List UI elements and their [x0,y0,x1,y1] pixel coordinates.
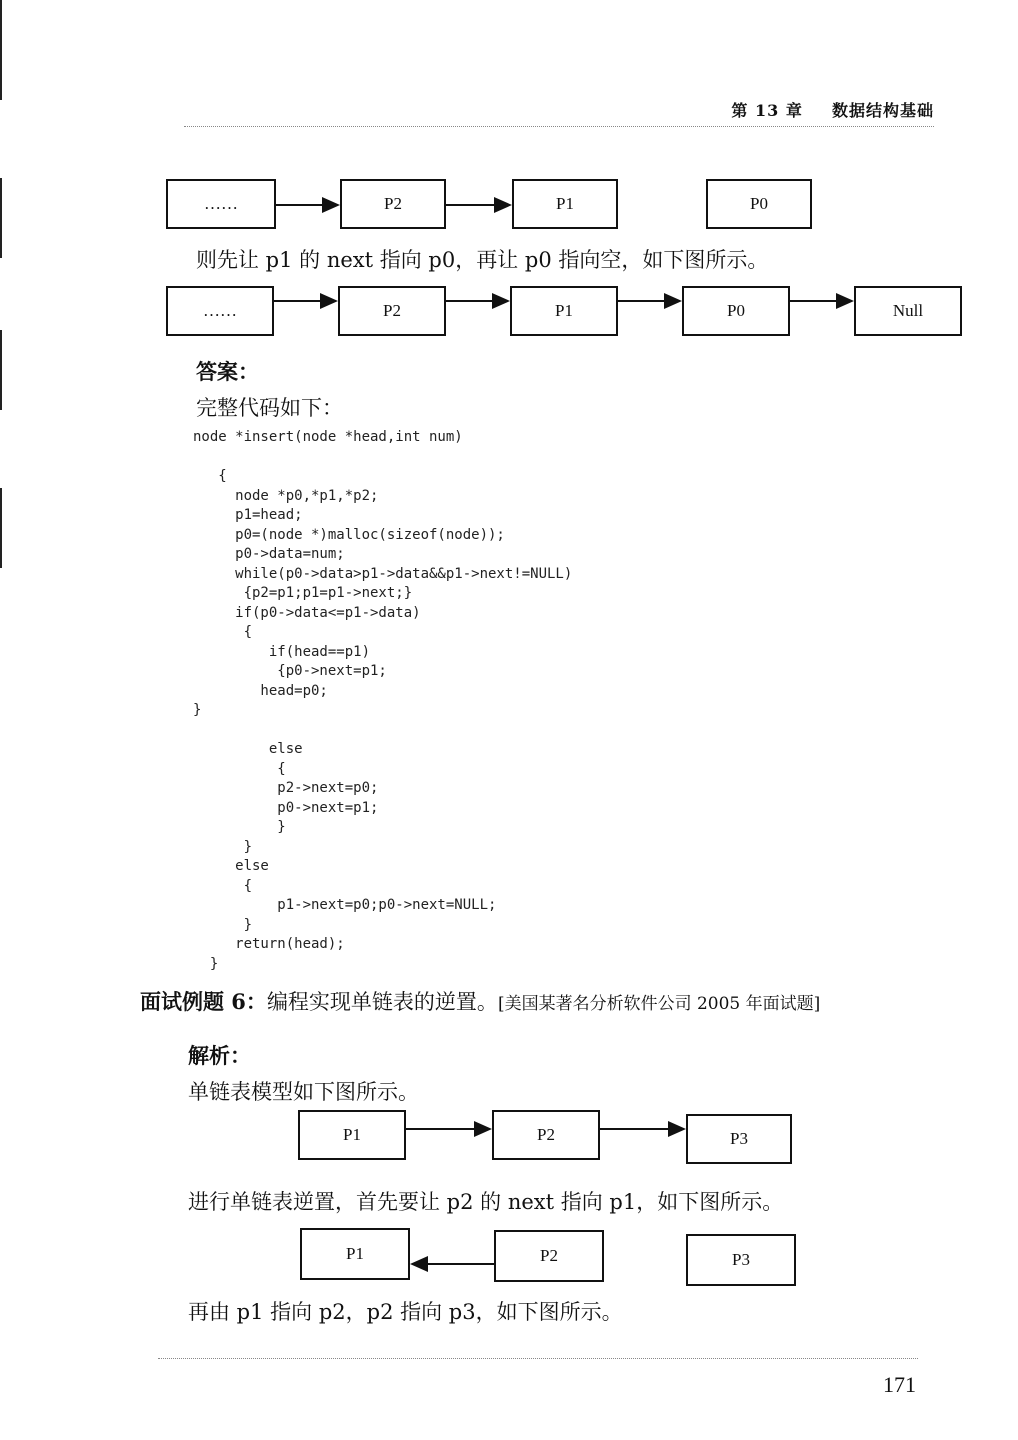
page-number: 171 [883,1372,916,1397]
arrow-head-icon [492,293,510,309]
arrow-line [274,300,320,302]
answer-label: 答案： [196,359,259,384]
paragraph: 单链表模型如下图所示。 [188,1080,419,1104]
scan-edge-mark [0,178,2,258]
node-box: Null [854,286,962,336]
question-source: [美国某著名分析软件公司 2005 年面试题] [497,994,821,1014]
scan-edge-mark [0,330,2,410]
question-line [140,986,820,1016]
arrow-head-icon [474,1121,492,1137]
node-box: P1 [300,1228,410,1280]
node-box: P0 [682,286,790,336]
arrow-line [276,204,322,206]
question-label: 面试例题 6： [140,989,267,1014]
node-box: P2 [494,1230,604,1282]
arrow-line [446,300,492,302]
arrow-head-icon [836,293,854,309]
arrow-line [406,1128,474,1130]
node-box: P1 [510,286,618,336]
question-text: 编程实现单链表的逆置。 [266,990,498,1014]
arrow-head-icon [410,1256,428,1272]
header-rule [184,126,934,127]
arrow-head-icon [668,1121,686,1137]
node-box: P1 [512,179,618,229]
node-box: P0 [706,179,812,229]
node-box: P3 [686,1234,796,1286]
node-box: …… [166,286,274,336]
chapter-number: 第 13 章 [731,101,803,120]
paragraph: 再由 p1 指向 p2，p2 指向 p3，如下图所示。 [188,1300,623,1324]
node-box: P2 [340,179,446,229]
arrow-line [428,1263,494,1265]
code-intro: 完整代码如下： [196,396,343,420]
node-box: P3 [686,1114,792,1164]
footer-rule [158,1358,918,1359]
code-block: node *insert(node *head,int num) { node *p0,*p1,*p2; p1=head; p0=(node *)malloc(sizeof(node)); p0->data=num; while(p0->data>p1->data&&p1->next!=NULL) {p2=p1;p1=p1->next;} if(p0->data<=p1->data) { if(head==p1) {p0->next=p1; head=p0; } else { p2->next=p0; p0->next=p1; } } else { p1->next=p0;p0->next=NULL; } return(head); } [193,429,573,972]
arrow-head-icon [322,197,340,213]
running-header [731,98,934,121]
arrow-head-icon [494,197,512,213]
arrow-line [790,300,836,302]
chapter-title: 数据结构基础 [831,101,934,120]
node-box: P2 [338,286,446,336]
paragraph: 进行单链表逆置，首先要让 p2 的 next 指向 p1，如下图所示。 [188,1190,784,1214]
paragraph: 则先让 p1 的 next 指向 p0，再让 p0 指向空，如下图所示。 [196,248,769,272]
arrow-head-icon [320,293,338,309]
node-box: P2 [492,1110,600,1160]
scan-edge-mark [0,488,2,568]
analysis-label: 解析： [188,1043,251,1068]
arrow-line [600,1128,668,1130]
node-box: …… [166,179,276,229]
arrow-line [446,204,494,206]
arrow-line [618,300,664,302]
node-box: P1 [298,1110,406,1160]
scan-edge-mark [0,0,2,100]
arrow-head-icon [664,293,682,309]
